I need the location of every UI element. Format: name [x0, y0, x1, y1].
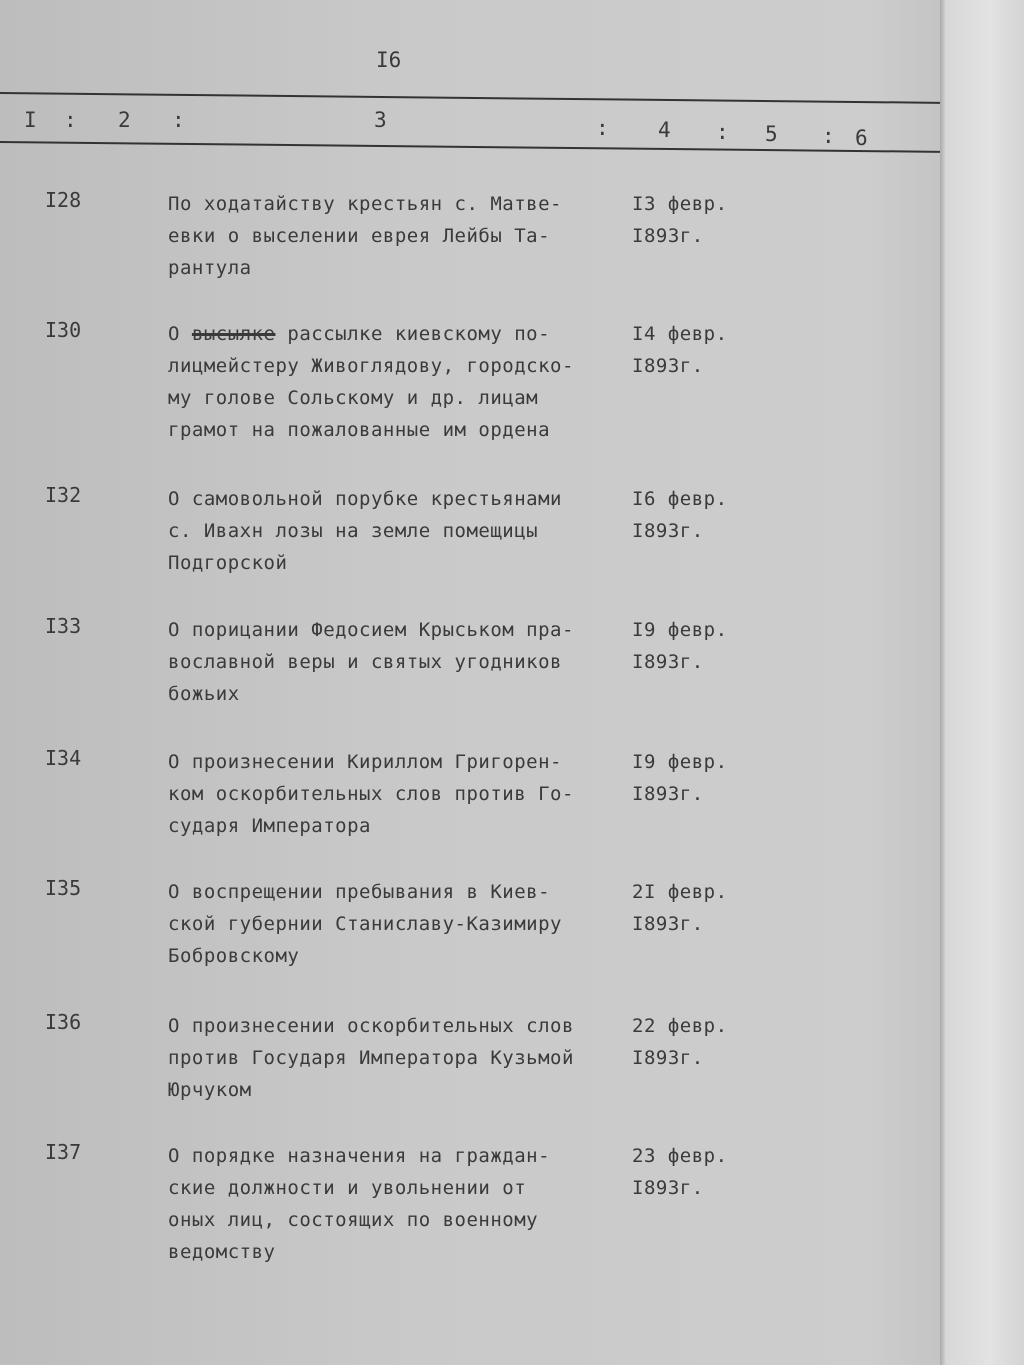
- date-line: I9 февр.: [632, 619, 728, 641]
- column-header-3: 3: [374, 108, 387, 132]
- entry-number: I33: [45, 614, 82, 638]
- description-line: Подгорской: [168, 552, 288, 574]
- date-line: I893г.: [632, 355, 704, 377]
- entry-description: [168, 318, 574, 446]
- entry-date: [632, 318, 728, 382]
- description-line: По ходатайству крестьян с. Матве-: [168, 193, 562, 215]
- line-text: рассылке киевскому по-: [275, 323, 551, 345]
- description-line: оных лиц, состоящих по военному: [168, 1209, 539, 1231]
- column-separator: :: [822, 124, 835, 148]
- description-line: О произнесении Кириллом Григорен-: [168, 751, 562, 773]
- date-line: I893г.: [632, 913, 704, 935]
- column-separator: :: [64, 108, 77, 132]
- description-line: О порядке назначения на граждан-: [168, 1145, 551, 1167]
- description-line: ские должности и увольнении от: [168, 1177, 527, 1199]
- column-header-4: 4: [658, 118, 671, 142]
- description-line: рантула: [168, 257, 252, 279]
- entry-number: I34: [45, 746, 82, 770]
- prefix: О: [168, 323, 192, 345]
- description-line: му голове Сольскому и др. лицам: [168, 387, 539, 409]
- date-line: I893г.: [632, 1047, 704, 1069]
- description-line: ведомству: [168, 1241, 276, 1263]
- description-line: О произнесении оскорбительных слов: [168, 1015, 574, 1037]
- entry-number: I37: [45, 1140, 82, 1164]
- column-separator: :: [596, 116, 609, 140]
- entry-date: [632, 614, 728, 678]
- date-line: I893г.: [632, 651, 704, 673]
- date-line: I893г.: [632, 783, 704, 805]
- entry-description: [168, 188, 562, 284]
- date-line: I9 февр.: [632, 751, 728, 773]
- date-line: I4 февр.: [632, 323, 728, 345]
- column-header-5: 5: [765, 122, 778, 146]
- date-line: I6 февр.: [632, 488, 728, 510]
- entry-date: [632, 1140, 728, 1204]
- description-line: О самовольной порубке крестьянами: [168, 488, 562, 510]
- description-line: с. Ивахн лозы на земле помещицы: [168, 520, 539, 542]
- description-line: лицмейстеру Живоглядову, городско-: [168, 355, 574, 377]
- description-line: сударя Императора: [168, 815, 371, 837]
- description-line: [168, 318, 574, 350]
- header-rule-bottom: [0, 141, 940, 153]
- entry-number: I35: [45, 876, 82, 900]
- description-line: ской губернии Станиславу-Казимиру: [168, 913, 562, 935]
- entry-number: I30: [45, 318, 82, 342]
- entry-date: [632, 188, 728, 252]
- entry-date: [632, 876, 728, 940]
- column-header-2: 2: [118, 108, 131, 132]
- entry-date: [632, 1010, 728, 1074]
- entry-number: I32: [45, 483, 82, 507]
- date-line: I893г.: [632, 1177, 704, 1199]
- struck-word: высылке: [191, 323, 276, 345]
- description-line: Юрчуком: [168, 1079, 252, 1101]
- entry-date: [632, 483, 728, 547]
- description-line: против Государя Императора Кузьмой: [168, 1047, 574, 1069]
- date-line: I893г.: [632, 225, 704, 247]
- date-line: I3 февр.: [632, 193, 728, 215]
- description-line: Бобровскому: [168, 945, 300, 967]
- description-line: божьих: [168, 683, 240, 705]
- description-line: грамот на пожалованные им ордена: [168, 419, 551, 441]
- column-header-1: I: [24, 108, 37, 132]
- column-separator: :: [716, 120, 729, 144]
- description-line: ком оскорбительных слов против Го-: [168, 783, 574, 805]
- date-line: I893г.: [632, 520, 704, 542]
- entry-description: [168, 614, 574, 710]
- entry-description: [168, 483, 562, 579]
- entry-description: [168, 746, 574, 842]
- entry-number: I36: [45, 1010, 82, 1034]
- page-number: I6: [376, 48, 402, 72]
- header-rule-top: [0, 92, 940, 104]
- entry-number: I28: [45, 188, 82, 212]
- description-line: евки о выселении еврея Лейбы Та-: [168, 225, 551, 247]
- entry-description: [168, 1010, 574, 1106]
- description-line: О воспрещении пребывания в Киев-: [168, 881, 551, 903]
- description-line: вославной веры и святых угодников: [168, 651, 562, 673]
- column-header-6: 6: [855, 126, 868, 150]
- date-line: 23 февр.: [632, 1145, 728, 1167]
- entry-date: [632, 746, 728, 810]
- entry-description: [168, 1140, 550, 1268]
- page-edge: [940, 0, 1024, 1365]
- column-separator: :: [172, 108, 185, 132]
- date-line: 22 февр.: [632, 1015, 728, 1037]
- description-line: О порицании Федосием Крыськом пра-: [168, 619, 574, 641]
- date-line: 2I февр.: [632, 881, 728, 903]
- entry-description: [168, 876, 562, 972]
